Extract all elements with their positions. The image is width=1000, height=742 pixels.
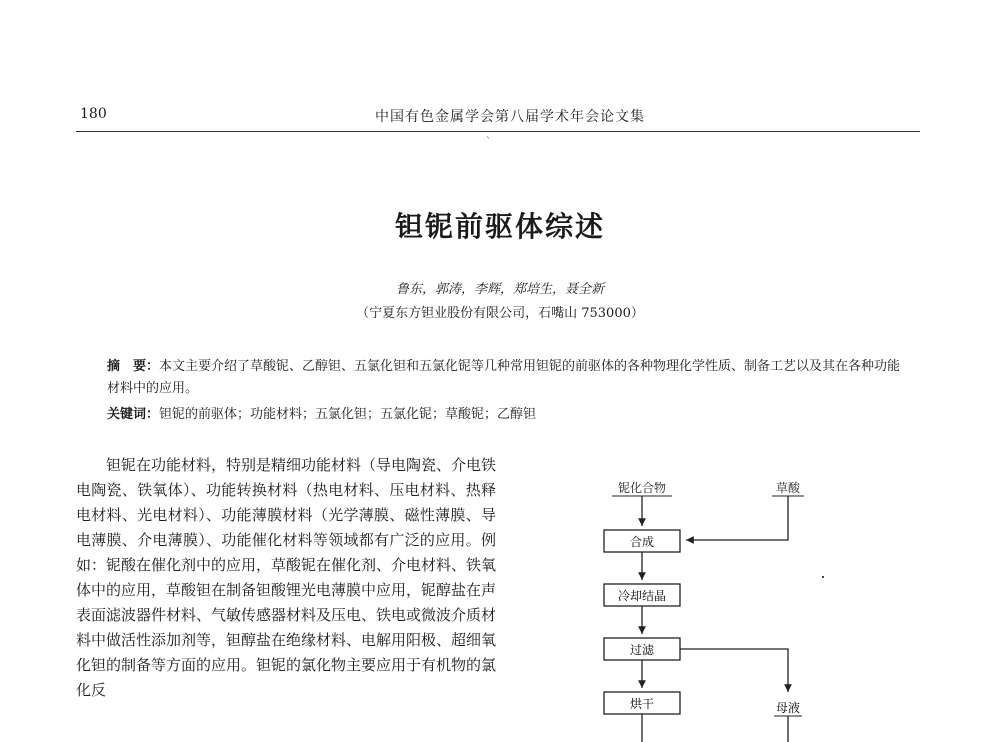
page-number: 180 [80,106,107,122]
running-header: 中国有色金属学会第八届学术年会论文集 [375,109,645,125]
body-paragraph: 钽铌在功能材料，特别是精细功能材料（导电陶瓷、介电铁电陶瓷、铁氧体）、功能转换材料（热电材料、压电材料、热释电材料、光电材料）、功能薄膜材料（光学薄膜、磁性薄膜、导电薄膜、介电薄膜）、功能催化材料等领域都有广泛的应用。例如：铌酸在催化剂中的应用，草酸铌在催化剂、介电材料、铁氧体中的应用，草酸钽在制备钽酸锂光电薄膜中应用，铌醇盐在声表面滤波器件材料、气敏传感器材料及压电、铁电或微波介质材料中做活性添加剂等，钽醇盐在绝缘材料、电解用阳极、超细氧化钽的制备等方面的应用。钽铌的氯化物主要应用于有机物的氯化反 [76,456,497,699]
flow-arrow-side [680,649,788,692]
affiliation: （宁夏东方钽业股份有限公司，石嘴山 753000） [356,306,644,321]
flow-input-right: 草酸 [775,481,801,495]
author-list: 鲁东，郭涛，李辉，郑培生，聂全新 [395,282,604,297]
flow-side-output: 母液 [775,701,801,715]
process-flowchart [560,470,860,742]
body-text [76,453,496,703]
keywords-text: 钽铌的前驱体；功能材料；五氯化钽；五氯化铌；草酸铌；乙醇钽 [159,407,537,422]
keywords-label: 关键词： [107,407,160,422]
keywords [107,403,907,422]
stray-mark: ` [486,137,491,148]
flow-arrow-acid [686,496,788,540]
header-rule [76,131,920,132]
flow-step-2: 冷却结晶 [617,589,667,603]
abstract-label: 摘 要： [107,359,160,374]
flow-step-3: 过滤 [629,643,655,657]
flow-step-4: 烘干 [629,697,655,711]
flow-step-1: 合成 [629,535,655,549]
article-title: 钽铌前驱体综述 [394,210,605,243]
abstract-text: 本文主要介绍了草酸铌、乙醇钽、五氯化钽和五氯化铌等几种常用钽铌的前驱体的各种物理化学性质、制备工艺以及其在各种功能材料中的应用。 [107,359,901,396]
flow-input-left: 铌化合物 [617,481,667,495]
abstract [107,356,907,400]
